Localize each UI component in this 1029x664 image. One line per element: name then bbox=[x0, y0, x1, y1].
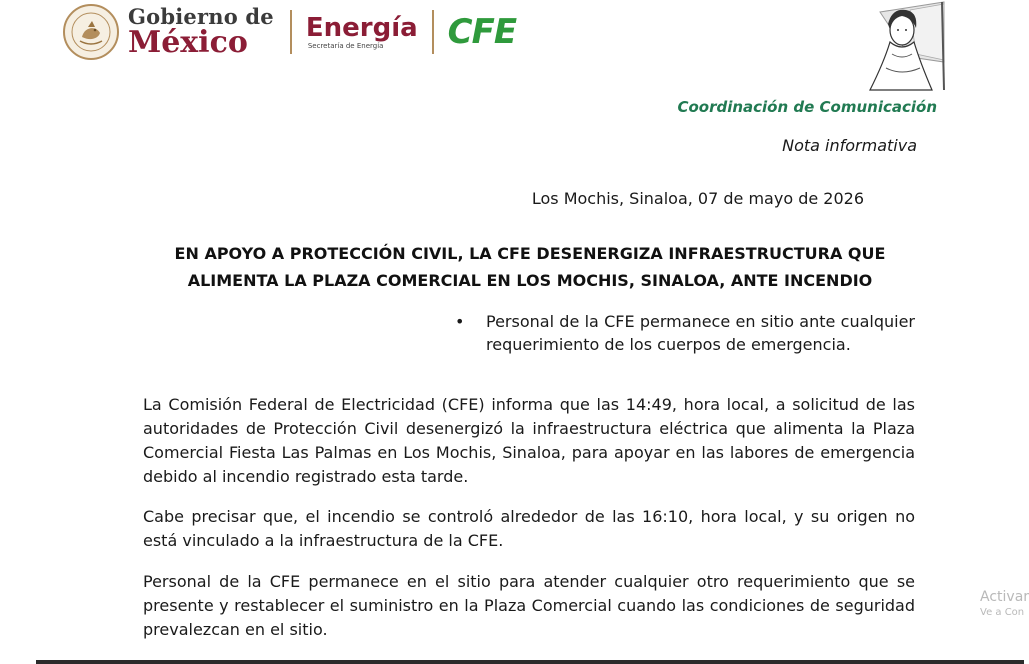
body-paragraph: La Comisión Federal de Electricidad (CFE) informa que las 14:49, hora local, a solicitud de las autoridades de Protección Civil desenergizó la infraestructura eléctrica que alimenta la Plaza Comercial Fiesta Las Palmas en Los Mochis, Sinaloa, para apoyar en las labores de emergencia debido al incendio registrado esta tarde. bbox=[143, 395, 915, 486]
watermark-line2: Ve a Con bbox=[980, 607, 1025, 618]
bullet-text: Personal de la CFE permanece en sitio ante cualquier requerimiento de los cuerpos de emergencia. bbox=[486, 312, 915, 354]
watermark-line1: Activar bbox=[980, 589, 1029, 605]
gobierno-line1: Gobierno de bbox=[128, 4, 274, 29]
headline: EN APOYO A PROTECCIÓN CIVIL, LA CFE DESENERGIZA INFRAESTRUCTURA QUE ALIMENTA LA PLAZA COMERCIAL EN LOS MOCHIS, SINALOA, ANTE INCENDIO bbox=[174, 244, 886, 290]
body-paragraph: Cabe precisar que, el incendio se controló alrededor de las 16:10, hora local, y su origen no está vinculado a la infraestructura de la CFE. bbox=[143, 507, 915, 550]
energia-subtitle: Secretaría de Energía bbox=[307, 41, 384, 50]
bottom-edge-bar bbox=[36, 660, 1024, 664]
logo-divider bbox=[290, 10, 292, 54]
bullet-item bbox=[455, 310, 915, 356]
gobierno-line2: México bbox=[128, 25, 248, 60]
bullet-icon: • bbox=[455, 312, 465, 331]
energia-logo bbox=[306, 14, 418, 51]
cfe-logo: CFE bbox=[447, 12, 517, 52]
heroine-portrait-icon bbox=[840, 2, 950, 90]
document-type: Nota informativa bbox=[782, 136, 917, 155]
gobierno-de-mexico-logo bbox=[128, 6, 274, 58]
logo-divider bbox=[432, 10, 434, 54]
header-logos bbox=[62, 2, 516, 62]
energia-title: Energía bbox=[305, 12, 418, 43]
mexico-seal-icon bbox=[62, 3, 120, 61]
dateline: Los Mochis, Sinaloa, 07 de mayo de 2026 bbox=[531, 189, 864, 208]
coordination-label: Coordinación de Comunicación bbox=[677, 98, 937, 116]
body-paragraph: Personal de la CFE permanece en el sitio para atender cualquier otro requerimiento que se presente y restablecer el suministro en la Plaza Comercial cuando las condiciones de seguridad prevalezcan en el sitio. bbox=[143, 572, 915, 639]
activation-watermark bbox=[980, 588, 1029, 620]
